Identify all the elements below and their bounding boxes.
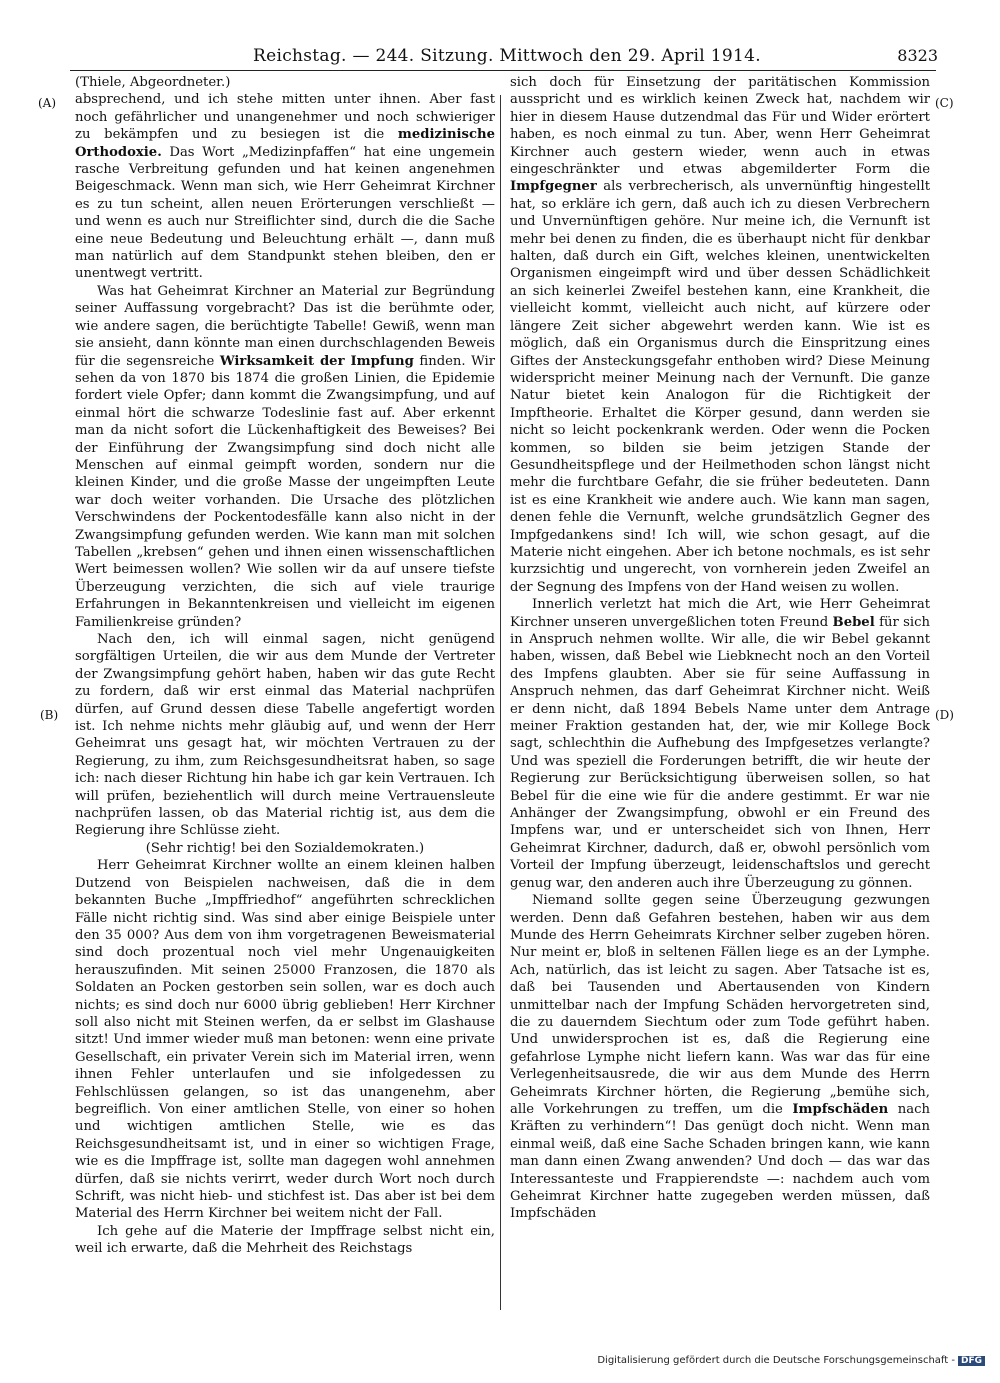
column-divider — [500, 95, 501, 1310]
paragraph: Innerlich verletzt hat mich die Art, wie Herr Geheimrat Kirchner unseren unvergeßlichen toten Freund Bebel für sich in Anspruch nehmen wollte. Wir alle, die wir Bebel gekannt haben, wissen, daß Bebel wie Liebknecht noch an den Vorteil des Impfens glaubten. Aber sie für seine Auffassung in Anspruch nehmen, das darf Geheimrat Kirchner nicht. Weiß er denn nicht, daß 1894 Bebels Name unter dem Antrage meiner Fraktion gestanden hat, der, wie mir Kollege Bock sagt, schlechthin die Aufhebung des Impfgesetzes verlangte? Und was speziell die Forderungen betrifft, die wir heute der Regierung zur Berücksichtigung überweisen sollen, so hat Bebel für die eine wie für die andere gestimmt. Er war nie Anhänger der Zwangsimpfung, obwohl er ein Freund des Impfens war, und er unterscheidet sich von Ihnen, Herr Geheimrat Kirchner, dadurch, daß er, obwohl persönlich vom Vorteil der Impfung überzeugt, leidenschaftslos und gerecht genug war, den anderen auch ihre Überzeugung zu gönnen. — [510, 597, 930, 891]
paragraph: sich doch für Einsetzung der paritätischen Kommission ausspricht und es wirklich keinen Zweck hat, nachdem wir hier in diesem Hause dutzendmal das Für und Wider erörtert haben, es noch einmal zu tun. Aber, wenn Herr Geheimrat Kirchner auch gestern wieder, wenn auch in etwas eingeschränkter und etwas abgemilderter Form die Impfgegner als verbrecherisch, als unvernünftig hingestellt hat, so erkläre ich gern, daß auch ich zu diesen Verbrechern und Unvernünftigen gehöre. Nur meine ich, die Vernunft ist mehr bei denen zu finden, die es überhaupt nicht für denkbar halten, daß durch ein Gift, welches kleinen, unentwickelten Organismen eingeimpft wird und über dessen Schädlichkeit an sich keinerlei Zweifel bestehen kann, eine Krankheit, die vielleicht kommt, vielleicht auch nicht, auf kürzere oder längere Zeit sicher abgewehrt werden kann. Wie ist es möglich, daß ein Organismus durch die Einspritzung eines Giftes der Ansteckungsgefahr enthoben wird? Diese Meinung widerspricht meiner Meinung nach der Vernunft. Die ganze Natur bietet kein Analogon für die Richtigkeit der Impftheorie. Erhaltet die Körper gesund, dann werden sie nicht so leicht pockenkrank werden. Oder wenn die Pocken kommen, so bilden sie beim jetzigen Stande der Gesundheitspflege und der Heilmethoden schon längst nicht mehr die furchtbare Gefahr, die sie früher bedeuteten. Dann ist es eine Krankheit wie andere auch. Wie kann man sagen, denen fehle die Vernunft, welche grundsätzlich Gegner des Impfgedankens sind! Ich will, wie schon gesagt, auf die Materie nicht eingehen. Aber ich betone nochmals, es ist sehr kurzsichtig und ungerecht, von vornherein jeden Zweifel an der Segnung des Impfens von der Hand weisen zu wollen. — [510, 75, 930, 595]
paragraph: Nach den, ich will einmal sagen, nicht genügend sorgfältigen Urteilen, die wir aus dem Munde der Vertreter der Zwangsimpfung gehört haben, haben wir das gute Recht zu fordern, daß wir erst einmal das Material nachprüfen dürfen, auf Grund dessen diese Tabelle angefertigt worden ist. Ich nehme nichts mehr gläubig auf, und wenn der Herr Geheimrat uns gesagt hat, wir möchten Vertrauen zu der Regierung, zu ihm, zum Reichsgesundheitsrat haben, so sage ich: nach dieser Richtung hin habe ich gar kein Vertrauen. Ich will prüfen, beziehentlich will durch meine Vertrauensleute nachprüfen lassen, ob das Material richtig ist, aus dem die Regierung ihre Schlüsse zieht. — [75, 632, 495, 839]
credit-text: Digitalisierung gefördert durch die Deutsche Forschungsgemeinschaft - — [597, 1355, 955, 1366]
paragraph: absprechend, und ich stehe mitten unter ihnen. Aber fast noch gefährlicher und unangenehmer und noch schwieriger zu bekämpfen und zu besiegen ist die medizinische Orthodoxie. Das Wort „Medizinpfaffen“ hat eine ungemein rasche Verbreitung gefunden und hat keinen angenehmen Beigeschmack. Wenn man sich, wie Herr Geheimrat Kirchner es zu tun scheint, allen neuen Erörterungen verschließt — und wenn es auch nur Streiflichter sind, durch die die Sache eine neue Bedeutung und Beleuchtung erhält —, dann muß man natürlich auf dem Standpunkt stehen bleiben, den er unentwegt vertritt. — [75, 92, 495, 282]
paragraph: Herr Geheimrat Kirchner wollte an einem kleinen halben Dutzend von Beispielen nachweisen, daß die in dem bekannten Buche „Impffriedhof“ angeführten schrecklichen Fälle nicht richtig sind. Was sind aber einige Beispiele unter den 35 000? Aus dem von ihm vorgetragenen Beweismaterial sind doch prozentual noch viel mehr Ungenauigkeiten herauszufinden. Mit seinen 25000 Franzosen, die 1870 als Soldaten an Pocken gestorben sein sollen, war es doch auch nichts; es sind doch nur 6000 übrig geblieben! Herr Kirchner soll also nicht mit Steinen werfen, da er selbst im Glashause sitzt! Und immer wieder muß man betonen: wenn eine private Gesellschaft, ein privater Verein sich im Material irren, wenn ihnen Fehler unterlaufen und sie infolgedessen zu Fehlschlüssen gelangen, so ist das unangenehm, aber begreiflich. Von einer amtlichen Stelle, von einer so hohen und wichtigen amtlichen Stelle, wie es das Reichsgesundheitsamt ist, und in einer so wichtigen Frage, wie es die Impffrage ist, sollte man dagegen wohl annehmen dürfen, daß sie nichts verirrt, weder durch Wort noch durch Schrift, was nicht hieb- und stichfest ist. Das aber ist bei dem Material des Herrn Kirchner bei weitem nicht der Fall. — [75, 858, 495, 1222]
emphasis: Wirksamkeit der Impfung — [219, 353, 414, 369]
page-header — [68, 44, 938, 70]
running-title: Reichstag. — 244. Sitzung. Mittwoch den 29. April 1914. — [253, 46, 761, 66]
emphasis: medizinische Orthodoxie. — [75, 127, 495, 160]
margin-marker-a: (A) — [38, 96, 57, 110]
paragraph: Niemand sollte gegen seine Überzeugung gezwungen werden. Denn daß Gefahren bestehen, haben wir aus dem Munde des Herrn Geheimrats Kirchner selber zugeben hören. Nur meint er, bloß in seltenen Fällen liege es an der Lymphe. Ach, natürlich, das ist leicht zu sagen. Aber Tatsache ist es, daß bei Tausenden und Abertausenden von Kindern unmittelbar nach der Impfung Schäden hervorgetreten sind, die zu dauerndem Siechtum oder zum Tode geführt haben. Und unwidersprochen ist es, daß die Regierung eine gefahrlose Lymphe nicht liefern kann. Was war das für eine Verlegenheitsausrede, die wir aus dem Munde des Herrn Geheimrats Kirchner hörten, die Regierung „bemühe sich, alle Vorkehrungen zu treffen, um die Impfschäden nach Kräften zu verhindern“! Das genügt doch nicht. Wenn man einmal weiß, daß eine Sache Schaden bringen kann, wie kann man dann einen Zwang anwenden? Und doch — das war das Interessanteste und Frappierendste —: nachdem auch vom Geheimrat Kirchner hatte zugegeben werden müssen, daß Impfschäden — [510, 893, 930, 1222]
paragraph: Ich gehe auf die Materie der Impffrage selbst nicht ein, weil ich erwarte, daß die Mehrheit des Reichstags — [75, 1223, 495, 1257]
margin-marker-d: (D) — [935, 708, 954, 722]
emphasis: Bebel — [832, 614, 875, 630]
paragraph: Was hat Geheimrat Kirchner an Material zur Begründung seiner Auffassung vorgebracht? Das ist die berühmte oder, wie andere sagen, die berüchtigte Tabelle! Gewiß, wenn man sie ansieht, dann könnte man einen durchschlagenden Beweis für die segensreiche Wirksamkeit der Impfung finden. Wir sehen da von 1870 bis 1874 die großen Linien, die Epidemie fordert viele Opfer; dann kommt die Zwangsimpfung, und auf einmal hört die schwarze Todeslinie fast auf. Aber erkennt man da nicht sofort die Lückenhaftigkeit des Beweises? Bei der Einführung der Zwangsimpfung sind doch nicht alle Menschen auf einmal geimpft worden, sondern nur die kleinen Kinder, und die große Masse der ungeimpften Leute war doch weiter vorhanden. Die Ursache des plötzlichen Verschwindens der Pockentodesfälle kann also nicht in der Zwangsimpfung gefunden werden. Wie kann man mit solchen Tabellen „krebsen“ gehen und ihnen einen wissenschaftlichen Wert beimessen wollen? Wie sollen wir da auf unsere tiefste Überzeugung verzichten, die sich auf viele traurige Erfahrungen in Bekanntenkreisen und vielleicht im eigenen Familienkreise gründen? — [75, 283, 495, 630]
left-column — [75, 74, 495, 1324]
emphasis: Impfschäden — [792, 1101, 889, 1117]
header-rule — [70, 70, 936, 71]
right-column — [510, 74, 930, 1324]
speaker-note: (Thiele, Abgeordneter.) — [75, 75, 231, 90]
dfg-logo: DFG — [958, 1356, 985, 1366]
margin-marker-c: (C) — [935, 96, 954, 110]
page-number: 8323 — [897, 46, 938, 65]
digitization-credit — [597, 1355, 985, 1366]
margin-marker-b: (B) — [40, 708, 59, 722]
emphasis: Impfgegner — [510, 179, 597, 195]
interjection: (Sehr richtig! bei den Sozialdemokraten.) — [145, 840, 425, 856]
